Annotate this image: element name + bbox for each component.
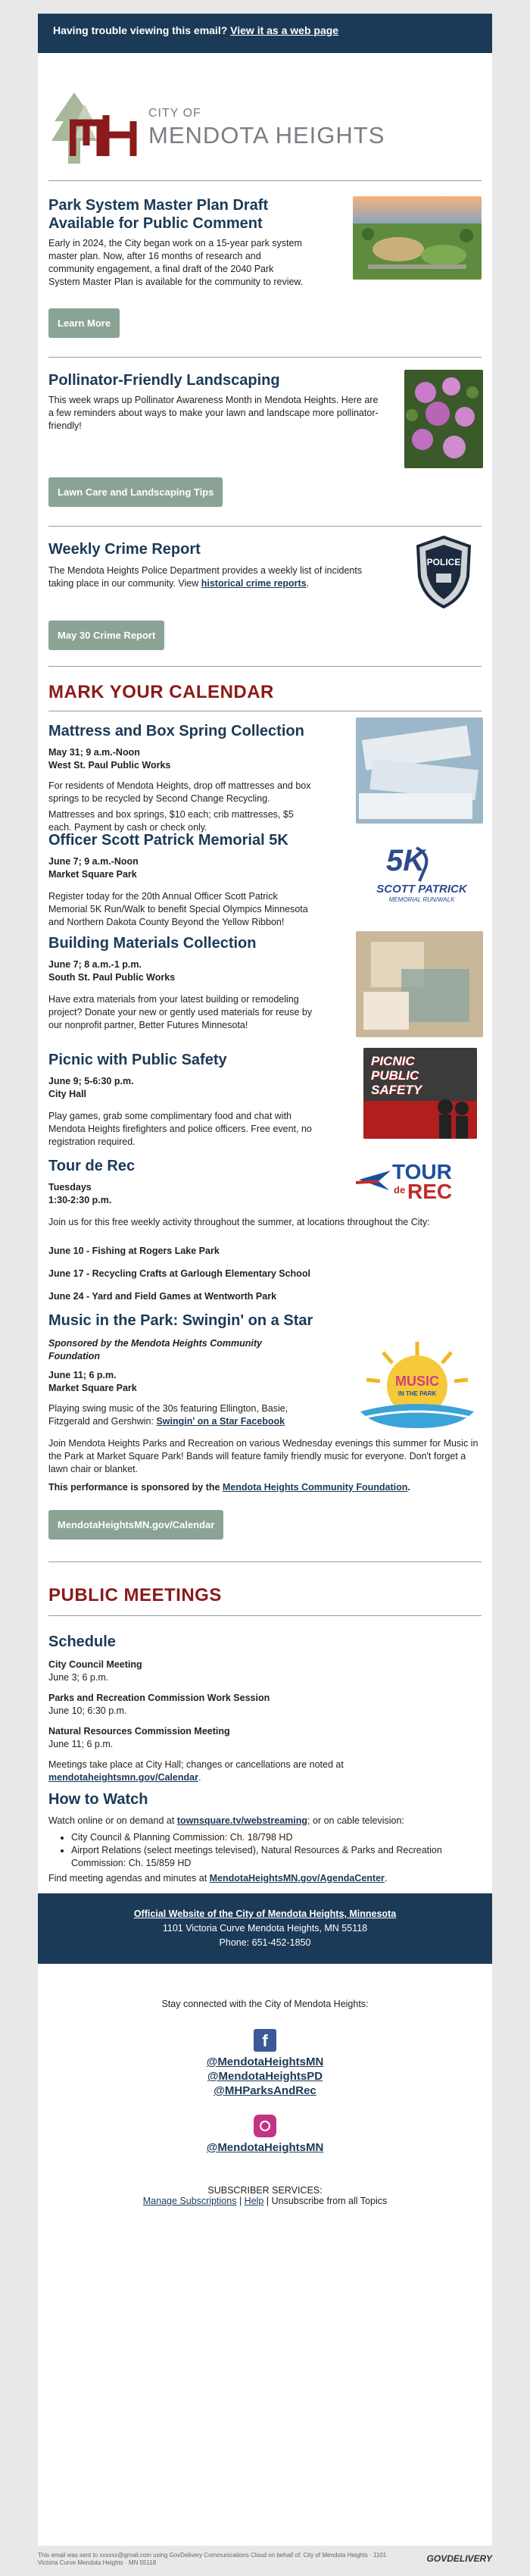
watch-text: Watch online or on demand at townsquare.tv/webstreaming; or on cable television: xyxy=(48,1815,404,1826)
calendar-link[interactable]: mendotaheightsmn.gov/Calendar xyxy=(48,1772,198,1783)
calendar-tail xyxy=(38,1437,492,1551)
music-body1: Playing swing music of the 30s featuring Ellington, Basie, Fitzgerald and Gershwin: Swingin' on a Star Facebook xyxy=(48,1403,288,1427)
fine-print xyxy=(38,2546,492,2576)
park-master-plan-section xyxy=(38,181,492,357)
building-body: Have extra materials from your latest building or remodeling project? Donate your new or gently used materials for reuse by our nonprofit partner, Better Futures Minnesota! xyxy=(48,994,313,1030)
mattress-image xyxy=(356,717,483,824)
picnic-image xyxy=(363,1048,477,1139)
footer-address: 1101 Victoria Curve Mendota Heights, MN 55118 xyxy=(162,1923,368,1934)
meeting-name: Natural Resources Commission Meeting xyxy=(48,1726,230,1737)
calendar-heading: MARK YOUR CALENDAR xyxy=(48,682,274,702)
tour-logo-rec: REC xyxy=(407,1180,453,1203)
agenda-text: Find meeting agendas and minutes at MendotaHeightsMN.gov/AgendaCenter. xyxy=(48,1873,388,1884)
mattress-where: West St. Paul Public Works xyxy=(48,760,171,771)
facebook-icon[interactable]: f xyxy=(254,2029,276,2052)
meeting-time: June 10; 6:30 p.m. xyxy=(48,1705,127,1716)
channel-item: • City Council & Planning Commission: Ch. 18/798 HD xyxy=(71,1831,457,1844)
schedule-title: Schedule xyxy=(48,1633,116,1650)
cable-channel-list xyxy=(48,1831,457,1870)
tour-logo-de: de xyxy=(394,1184,406,1196)
tour-item: June 10 - Fishing at Rogers Lake Park xyxy=(48,1246,220,1256)
official-website-link[interactable]: Official Website of the City of Mendota Heights, Minnesota xyxy=(133,1909,397,1919)
subscriber-services: SUBSCRIBER SERVICES: Manage Subscriptions | Help | Unsubscribe from all Topics xyxy=(142,2185,388,2206)
park-aerial-image xyxy=(353,196,482,280)
view-in-browser-bar xyxy=(38,14,492,53)
tour-intro: Join us for this free weekly activity throughout the summer, at locations throughout the City: xyxy=(48,1217,430,1227)
meeting-time: June 3; 6 p.m. xyxy=(48,1672,109,1683)
townsquare-link[interactable]: townsquare.tv/webstreaming xyxy=(176,1815,308,1826)
police-badge-image xyxy=(413,536,474,608)
run-5k-when: June 7; 9 a.m.-Noon xyxy=(48,856,139,867)
city-logo[interactable] xyxy=(38,53,492,180)
meetings-heading-block xyxy=(38,1562,492,1615)
picnic-when: June 9; 5-6:30 p.m. xyxy=(48,1076,134,1086)
crime-report-section xyxy=(38,527,492,666)
help-link[interactable]: Help xyxy=(244,2196,264,2206)
run-5k-body: Register today for the 20th Annual Officer Scott Patrick Memorial 5K Run/Walk to benefit Special Olympics Minnesota and Northern Dakota County Beyond the Yellow Ribbon! xyxy=(48,891,308,927)
music-sponsor: Sponsored by the Mendota Heights Community Foundation xyxy=(48,1338,262,1361)
mattress-title: Mattress and Box Spring Collection xyxy=(48,723,304,739)
manage-subscriptions-link[interactable]: Manage Subscriptions xyxy=(142,2196,237,2206)
channel-item: • Airport Relations (select meetings televised), Natural Resources & Parks and Recreation Commission: Ch. 15/859 HD xyxy=(71,1844,457,1870)
meeting-name: Parks and Recreation Commission Work Session xyxy=(48,1693,270,1703)
social-section xyxy=(38,1964,492,2214)
tour-title: Tour de Rec xyxy=(48,1158,136,1174)
logo-wordmark xyxy=(148,107,385,149)
trouble-text: Having trouble viewing this email? xyxy=(53,24,228,36)
music-title: Music in the Park: Swingin' on a Star xyxy=(48,1312,313,1329)
building-when: June 7; 8 a.m.-1 p.m. xyxy=(48,959,142,970)
calendar-heading-block xyxy=(38,667,492,711)
footer-contact xyxy=(38,1893,492,1964)
logo-city-name: MENDOTA HEIGHTS xyxy=(148,122,385,148)
picnic-title: Picnic with Public Safety xyxy=(48,1052,227,1068)
5k-logo-name: SCOTT PATRICK xyxy=(376,883,467,896)
tour-day: Tuesdays xyxy=(48,1182,92,1193)
run-5k-where: Market Square Park xyxy=(48,869,137,880)
web-page-link[interactable]: View it as a web page xyxy=(230,24,339,36)
calendar-events xyxy=(38,711,492,1469)
pollinator-section xyxy=(38,358,492,526)
mattress-p2: Mattresses and box springs, $10 each; crib mattresses, $5 each. Payment by cash or check only. xyxy=(48,809,294,833)
building-title: Building Materials Collection xyxy=(48,935,257,952)
pollinator-body: This week wraps up Pollinator Awareness Month in Mendota Heights. Here are a few reminders about ways to make your lawn and landscape more pollinator-friendly! xyxy=(48,395,379,431)
tour-item: June 17 - Recycling Crafts at Garlough Elementary School xyxy=(48,1268,310,1279)
tour-time: 1:30-2:30 p.m. xyxy=(48,1195,112,1205)
crime-body: The Mendota Heights Police Department provides a weekly list of incidents taking place in our community. View historical crime reports. xyxy=(48,565,363,589)
learn-more-button[interactable]: Learn More xyxy=(48,308,120,338)
tour-item: June 24 - Yard and Field Games at Wentworth Park xyxy=(48,1291,277,1302)
building-where: South St. Paul Public Works xyxy=(48,972,176,983)
tour-de-rec-logo xyxy=(356,1160,477,1205)
community-foundation-link[interactable]: Mendota Heights Community Foundation xyxy=(222,1482,408,1493)
crime-report-button[interactable]: May 30 Crime Report xyxy=(48,621,164,650)
agenda-center-link[interactable]: MendotaHeightsMN.gov/AgendaCenter xyxy=(209,1873,385,1884)
footer-phone: Phone: 651-452-1850 xyxy=(219,1937,311,1948)
logo-city-of: CITY OF xyxy=(148,107,201,120)
mh-monogram-icon xyxy=(70,112,139,159)
email-body xyxy=(38,53,492,2546)
meetings-section xyxy=(38,1616,492,1889)
crime-title: Weekly Crime Report xyxy=(48,541,201,558)
pollinator-title: Pollinator-Friendly Landscaping xyxy=(48,372,280,389)
music-body2: Join Mendota Heights Parks and Recreation on various Wednesday evenings this summer for Music in the Park at Market Square Park! Bands will feature family friendly music for everyone. Don't forget a lawn chair or blanket. xyxy=(48,1438,479,1474)
music-logo-word2: IN THE PARK xyxy=(398,1390,437,1397)
meeting-name: City Council Meeting xyxy=(48,1659,142,1670)
picnic-body: Play games, grab some complimentary food and chat with Mendota Heights firefighters and police officers. Free event, no registration required. xyxy=(48,1111,312,1147)
stay-connected-text: Stay connected with the City of Mendota Heights: xyxy=(161,1999,369,2009)
mattress-p1: For residents of Mendota Heights, drop off mattresses and box springs to be recycled by Second Change Recycling. xyxy=(48,780,311,804)
flower-image xyxy=(404,370,483,468)
calendar-button[interactable]: MendotaHeightsMN.gov/Calendar xyxy=(48,1510,223,1540)
badge-text: POLICE xyxy=(426,557,461,567)
park-title: Park System Master Plan Draft Available for Public Comment xyxy=(48,197,269,232)
unsubscribe-link[interactable]: Unsubscribe from all Topics xyxy=(271,2196,388,2206)
music-in-the-park-logo xyxy=(353,1339,482,1430)
tour-logo-top: TOUR xyxy=(392,1160,452,1183)
park-body: Early in 2024, the City began work on a 15-year park system master plan. Now, after 16 months of research and community engagement, a final draft of the 2040 Park System Master Plan is available for the community to review. xyxy=(48,238,304,287)
meeting-time: June 11; 6 p.m. xyxy=(48,1739,114,1749)
facebook-link[interactable]: @MHParksAndRec xyxy=(214,2084,316,2097)
music-where: Market Square Park xyxy=(48,1383,137,1393)
music-sponsored: This performance is sponsored by the Mendota Heights Community Foundation. xyxy=(48,1482,410,1493)
swingin-facebook-link[interactable]: Swingin' on a Star Facebook xyxy=(156,1416,285,1427)
meetings-heading: PUBLIC MEETINGS xyxy=(48,1585,222,1605)
music-when: June 11; 6 p.m. xyxy=(48,1370,117,1380)
meetings-note: Meetings take place at City Hall; changes or cancellations are noted at mendotaheightsmn.gov/Calendar. xyxy=(48,1759,344,1783)
watch-title: How to Watch xyxy=(48,1791,148,1808)
5k-logo-sub: MEMORIAL RUN/WALK xyxy=(388,896,455,903)
facebook-link[interactable]: @MendotaHeightsMN xyxy=(206,2055,324,2068)
govdelivery-logo: GOVDELIVERY xyxy=(426,2553,492,2564)
music-logo-word1: MUSIC xyxy=(395,1374,439,1389)
instagram-icon[interactable] xyxy=(254,2115,276,2137)
fine-print-text: This email was sent to xxxxxx@gmail.com using GovDelivery Communications Cloud on behalf of: City of Mendota Heights · 1101 Victoria Curve Mendota Heights · MN 55118 xyxy=(38,2552,387,2566)
picnic-where: City Hall xyxy=(48,1089,87,1099)
instagram-link[interactable]: @MendotaHeightsMN xyxy=(206,2141,324,2154)
run-5k-title: Officer Scott Patrick Memorial 5K xyxy=(48,832,288,849)
historical-crime-reports-link[interactable]: historical crime reports xyxy=(201,578,307,589)
scott-patrick-5k-logo xyxy=(363,840,477,908)
mattress-when: May 31; 9 a.m.-Noon xyxy=(48,747,140,758)
lawn-care-tips-button[interactable]: Lawn Care and Landscaping Tips xyxy=(48,477,223,507)
building-materials-image xyxy=(356,931,483,1037)
facebook-link[interactable]: @MendotaHeightsPD xyxy=(207,2070,323,2083)
picnic-image-text: PICNIC PUBLIC SAFETY xyxy=(371,1054,422,1097)
svg-text:5K: 5K xyxy=(386,844,426,877)
